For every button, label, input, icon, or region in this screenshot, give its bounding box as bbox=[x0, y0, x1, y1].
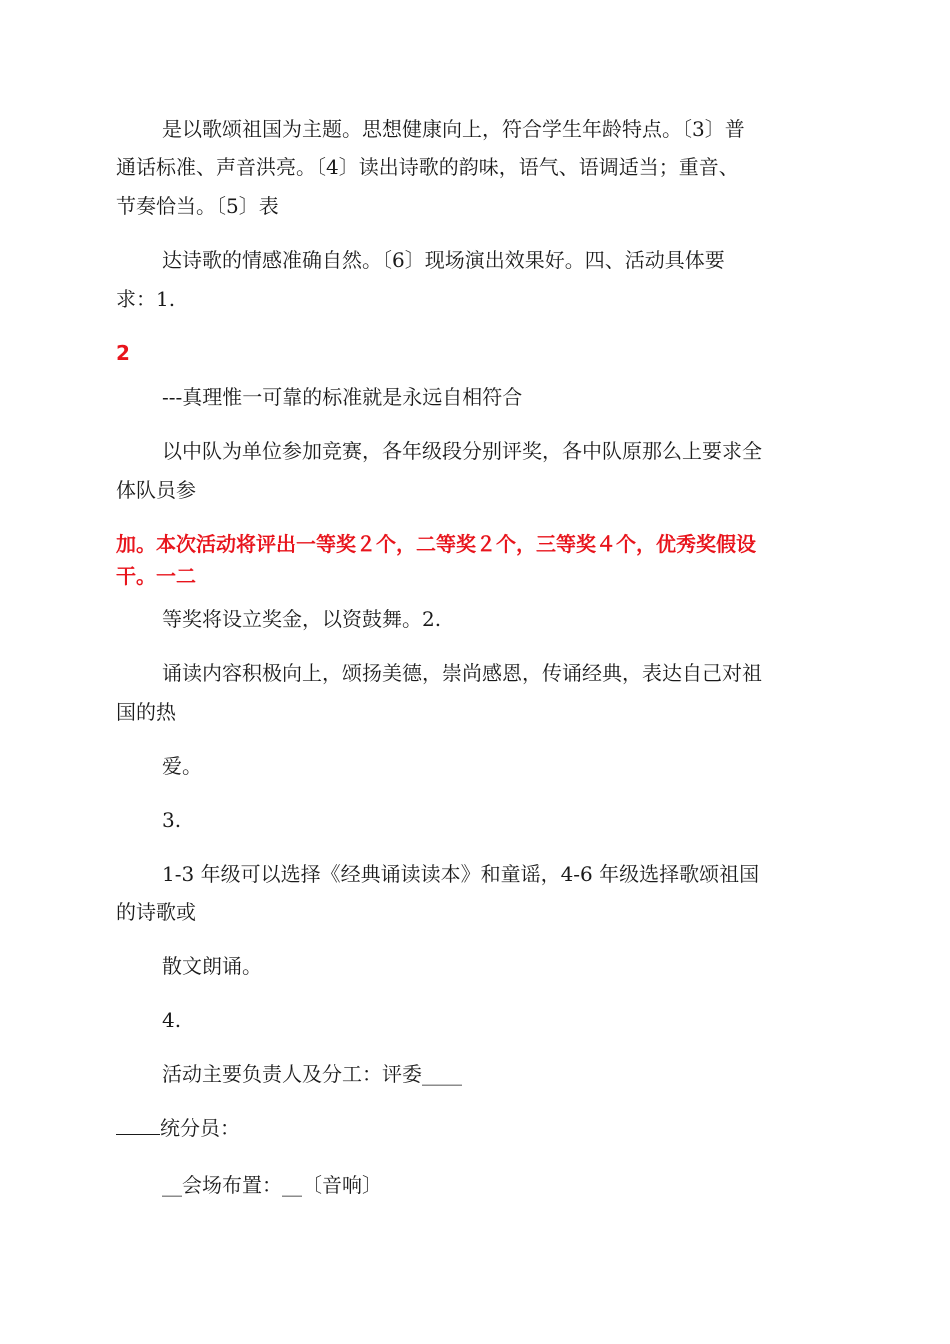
paragraph-line: 散文朗诵。 bbox=[162, 954, 262, 978]
page-number: 2 bbox=[116, 341, 130, 365]
field-label: 统分员： bbox=[160, 1116, 240, 1140]
paragraph-line: 国的热 bbox=[116, 700, 176, 724]
paragraph-line: 体队员参 bbox=[116, 478, 196, 502]
paragraph-line: 诵读内容积极向上，颂扬美德，崇尚感恩，传诵经典，表达自己对祖 bbox=[162, 661, 762, 685]
highlight-line: 干。一二 bbox=[116, 564, 196, 588]
paragraph-line: 1-3 年级可以选择《经典诵读读本》和童谣，4-6 年级选择歌颂祖国 bbox=[162, 862, 760, 886]
paragraph-line: __会场布置：__〔音响〕 bbox=[162, 1173, 382, 1197]
paragraph-line: 的诗歌或 bbox=[116, 900, 196, 924]
paragraph-line: 节奏恰当。〔5〕表 bbox=[116, 194, 279, 218]
field-line bbox=[116, 1109, 836, 1147]
highlight-line: 加。本次活动将评出一等奖２个，二等奖２个，三等奖４个，优秀奖假设 bbox=[116, 532, 756, 556]
quote-line: ---真理惟一可靠的标准就是永远自相符合 bbox=[162, 385, 523, 409]
blank-line bbox=[116, 1134, 160, 1135]
paragraph-line: 等奖将设立奖金，以资鼓舞。2. bbox=[162, 607, 442, 631]
list-number: 4. bbox=[162, 1008, 182, 1032]
paragraph-line: 通话标准、声音洪亮。〔4〕读出诗歌的韵味，语气、语调适当；重音、 bbox=[116, 155, 739, 179]
paragraph-line: 活动主要负责人及分工：评委____ bbox=[162, 1062, 462, 1086]
list-number: 3. bbox=[162, 808, 182, 832]
paragraph-line: 是以歌颂祖国为主题。思想健康向上，符合学生年龄特点。〔3〕普 bbox=[162, 117, 745, 141]
paragraph-line: 达诗歌的情感准确自然。〔6〕现场演出效果好。四、活动具体要 bbox=[162, 248, 725, 272]
paragraph-line: 以中队为单位参加竞赛，各年级段分别评奖，各中队原那么上要求全 bbox=[162, 439, 762, 463]
paragraph-line: 爱。 bbox=[162, 754, 202, 778]
paragraph-line: 求：1. bbox=[116, 287, 176, 311]
